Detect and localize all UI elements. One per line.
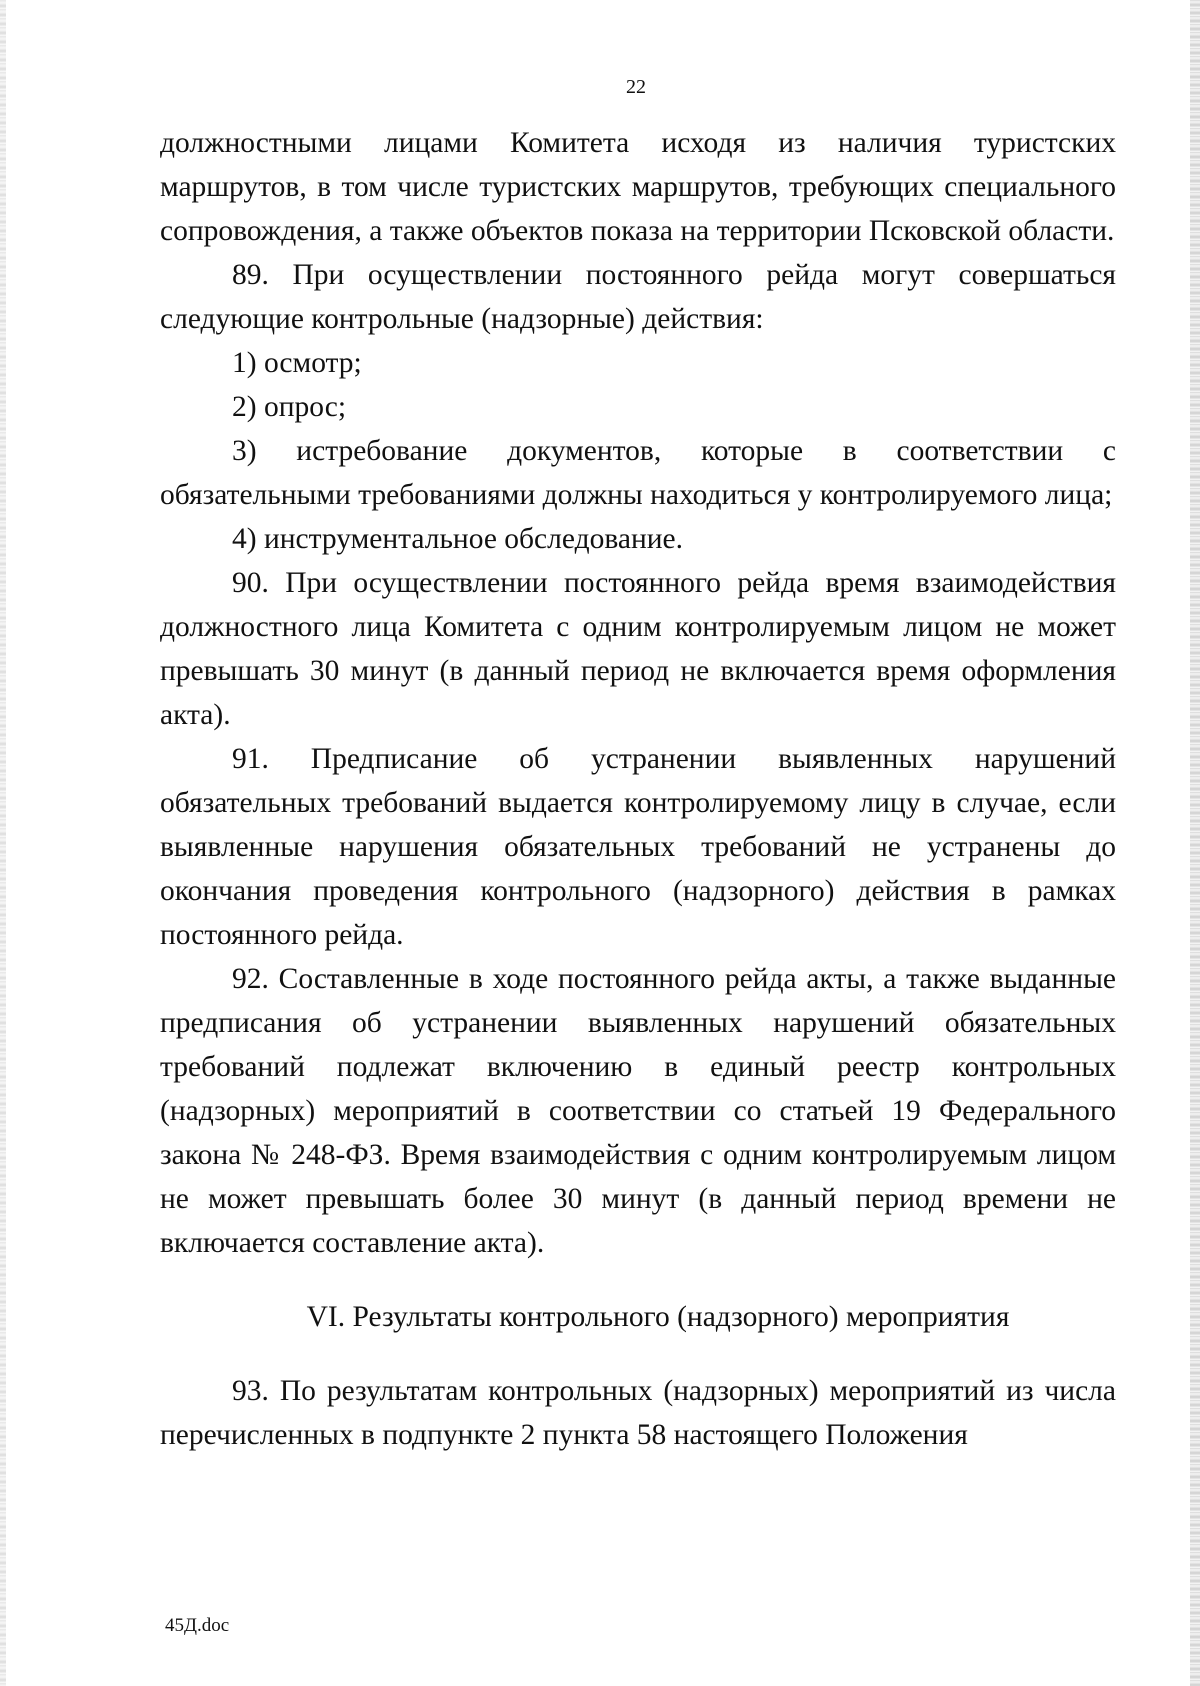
paragraph-89: 89. При осуществлении постоянного рейда могут совершаться следующие контрольные (надзорные) действия: — [160, 259, 1116, 335]
section-title: VI. Результаты контрольного (надзорного) мероприятия — [306, 1301, 1010, 1333]
paragraph-continuation: должностными лицами Комитета исходя из наличия туристских маршрутов, в том числе туристских маршрутов, требующих специального сопровождения, а также объектов показа на территории Псковской области. — [160, 127, 1116, 247]
paragraph-93: 93. По результатам контрольных (надзорных) мероприятий из числа перечисленных в подпункте 2 пункта 58 настоящего Положения — [160, 1375, 1116, 1451]
page-number: 22 — [626, 76, 646, 98]
scan-edge-left — [0, 0, 6, 1686]
scan-edge-right — [1190, 0, 1200, 1686]
paragraph-91: 91. Предписание об устранении выявленных нарушений обязательных требований выдается контролируемому лицу в случае, если выявленные нарушения обязательных требований не устранены до окончания проведения контрольного (надзорного) действия в рамках постоянного рейда. — [160, 743, 1116, 951]
list-item-2: 2) опрос; — [232, 391, 347, 423]
paragraph-92: 92. Составленные в ходе постоянного рейда акты, а также выданные предписания об устранении выявленных нарушений обязательных требований подлежат включению в единый реестр контрольных (надзорных) мероприятий в соответствии со статьей 19 Федерального закона № 248-ФЗ. Время взаимодействия с одним контролируемым лицом не может превышать более 30 минут (в данный период времени не включается составление акта). — [160, 963, 1116, 1259]
document-body — [160, 121, 1116, 1457]
list-item-3: 3) истребование документов, которые в соответствии с обязательными требованиями должны находиться у контролируемого лица; — [160, 435, 1116, 511]
list-item-4: 4) инструментальное обследование. — [232, 523, 683, 555]
paragraph-90: 90. При осуществлении постоянного рейда время взаимодействия должностного лица Комитета с одним контролируемым лицом не может превышать 30 минут (в данный период не включается время оформления акта). — [160, 567, 1116, 731]
list-item-1: 1) осмотр; — [232, 347, 362, 379]
footer-filename: 45Д.doc — [165, 1615, 230, 1636]
